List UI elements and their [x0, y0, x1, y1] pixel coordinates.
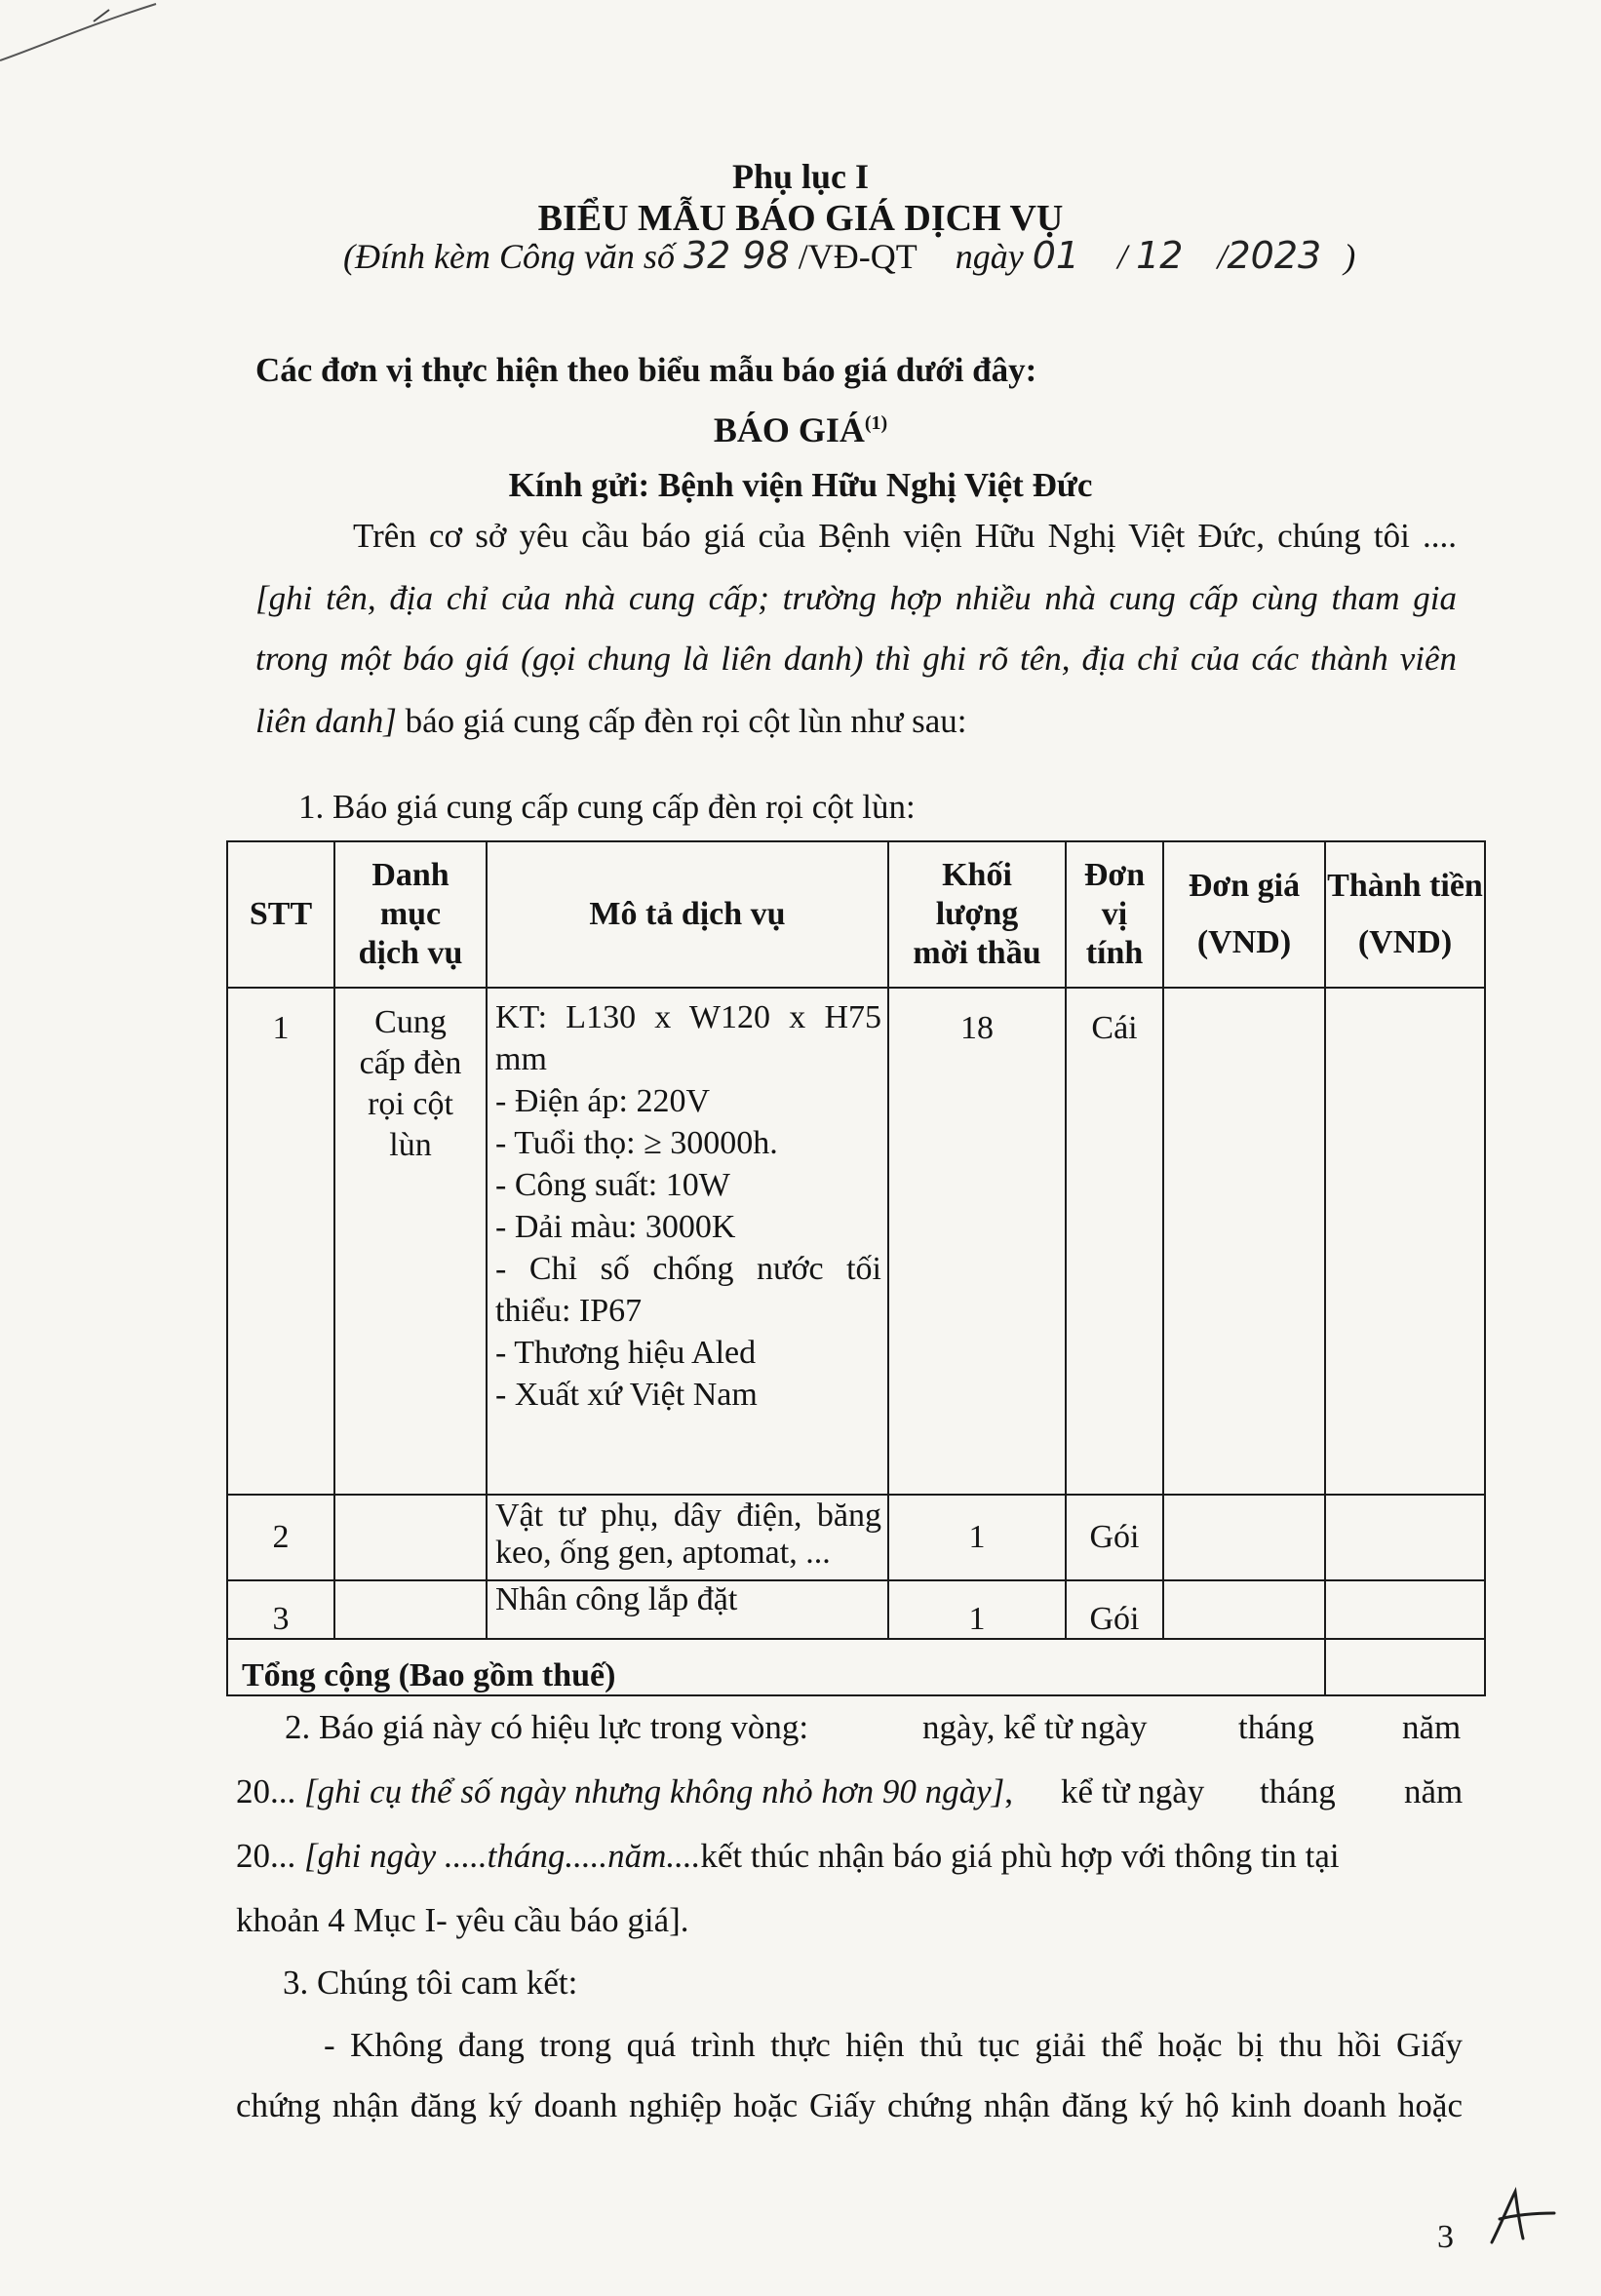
table-header-row: [227, 841, 1485, 988]
quote-title: BÁO GIÁ$^{(1)}$: [713, 410, 888, 449]
row3-unit-price: [1163, 1580, 1325, 1639]
handwritten-year: 2023: [1227, 234, 1322, 277]
table-row: [227, 1580, 1485, 1639]
section2-line2: 20... [ghi cụ thể số ngày nhưng không nhỏ hơn 90 ngày],: [236, 1772, 1014, 1810]
row1-category: Cung cấp đèn rọi cột lùn: [334, 988, 487, 1495]
section2-line1-month: tháng: [1238, 1708, 1314, 1746]
row2-amount: [1325, 1495, 1485, 1580]
para1-line3: trong một báo giá (gọi chung là liên danh) thì ghi rõ tên, địa chỉ của các thành viên: [255, 640, 1457, 678]
row1-unit: Cái: [1066, 988, 1163, 1495]
section2-line1-days: ngày, kể từ ngày: [922, 1708, 1148, 1746]
row2-unit: Gói: [1066, 1495, 1163, 1580]
handwritten-month: 12: [1136, 234, 1184, 277]
section2-line2-month: tháng: [1260, 1772, 1336, 1810]
section2-line1: 2. Báo giá này có hiệu lực trong vòng:: [285, 1708, 809, 1746]
para1-line1: Trên cơ sở yêu cầu báo giá của Bệnh viện Hữu Nghị Việt Đức, chúng tôi ....: [353, 517, 1457, 555]
row3-stt: 3: [227, 1580, 334, 1639]
header-description: Mô tả dịch vụ: [487, 841, 888, 988]
commit-line2: chứng nhận đăng ký doanh nghiệp hoặc Giấy chứng nhận đăng ký hộ kinh doanh hoặc: [236, 2086, 1463, 2124]
row1-stt: 1: [227, 988, 334, 1495]
row1-description: KT: L130 x W120 x H75 mm - Điện áp: 220V - Tuổi thọ: ≥ 30000h. - Công suất: 10W - Dải màu: 3000K - Chỉ số chống nước tối thiểu: IP67 - Thương hiệu Aled - Xuất xứ Việt Nam: [487, 988, 888, 1495]
page-number: 3: [1437, 2219, 1454, 2255]
para1-line4: liên danh] báo giá cung cấp đèn rọi cột lùn như sau:: [255, 702, 967, 740]
section2-line2-year: năm: [1404, 1772, 1464, 1810]
row2-quantity: 1: [888, 1495, 1066, 1580]
commit-line1: - Không đang trong quá trình thực hiện thủ tục giải thể hoặc bị thu hồi Giấy: [324, 2026, 1463, 2064]
appendix-label: Phụ lục I: [731, 157, 870, 196]
row3-unit: Gói: [1066, 1580, 1163, 1639]
section2-line2-from: kể từ ngày: [1061, 1772, 1205, 1810]
total-label: Tổng cộng (Bao gồm thuế): [227, 1639, 1325, 1695]
header-unit-price: Đơn giá (VND): [1163, 841, 1325, 988]
row1-unit-price: [1163, 988, 1325, 1495]
header-unit: Đơn vị tính: [1066, 841, 1163, 988]
recipient-line: Kính gửi: Bệnh viện Hữu Nghị Việt Đức: [508, 466, 1093, 504]
row3-quantity: 1: [888, 1580, 1066, 1639]
initials-mark-icon: [1482, 2184, 1560, 2252]
header-amount: Thành tiền (VND): [1325, 841, 1485, 988]
section2-line3: 20... [ghi ngày .....tháng.....năm....kết thúc nhận báo giá phù hợp với thông tin tại: [236, 1837, 1340, 1875]
form-title: BIỂU MẪU BÁO GIÁ DỊCH VỤ: [537, 198, 1064, 239]
row2-description: Vật tư phụ, dây điện, băng keo, ống gen, aptomat, ...: [487, 1495, 888, 1580]
section2-line4: khoản 4 Mục I- yêu cầu báo giá].: [236, 1901, 689, 1939]
total-row: [227, 1639, 1485, 1695]
section2-line1-year: năm: [1402, 1708, 1462, 1746]
para1-line2: [ghi tên, địa chỉ của nhà cung cấp; trường hợp nhiều nhà cung cấp cùng tham gia: [255, 579, 1457, 617]
quote-table: [226, 840, 1486, 1696]
row2-unit-price: [1163, 1495, 1325, 1580]
header-quantity: Khối lượng mời thầu: [888, 841, 1066, 988]
total-amount: [1325, 1639, 1485, 1695]
row2-stt: 2: [227, 1495, 334, 1580]
attachment-note: (Đính kèm Công văn số 32 98 /VĐ-QT ngày 01 / 12 /2023 ): [343, 234, 1356, 277]
row3-amount: [1325, 1580, 1485, 1639]
row2-category: [334, 1495, 487, 1580]
section1-heading: 1. Báo giá cung cấp cung cấp đèn rọi cột lùn:: [298, 788, 916, 826]
handwritten-day: 01: [1032, 234, 1080, 277]
scan-mark-icon: [0, 0, 176, 68]
row1-quantity: 18: [888, 988, 1066, 1495]
section3-heading: 3. Chúng tôi cam kết:: [283, 1964, 578, 2002]
handwritten-doc-number: 32 98: [683, 234, 790, 277]
row3-description: Nhân công lắp đặt: [487, 1580, 888, 1639]
header-category: Danh mục dịch vụ: [334, 841, 487, 988]
table-row: [227, 988, 1485, 1495]
row1-amount: [1325, 988, 1485, 1495]
intro-line: Các đơn vị thực hiện theo biểu mẫu báo giá dưới đây:: [255, 351, 1037, 389]
table-row: [227, 1495, 1485, 1580]
row3-category: [334, 1580, 487, 1639]
header-stt: STT: [227, 841, 334, 988]
